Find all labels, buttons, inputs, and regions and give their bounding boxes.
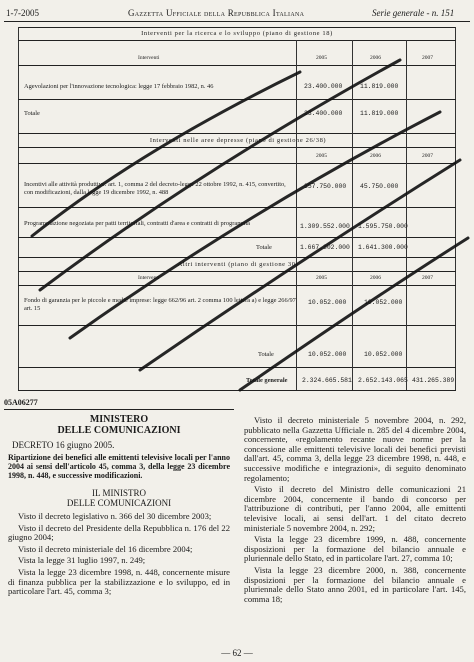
gazette-title: Gazzetta Ufficiale della Repubblica Italiana: [128, 8, 305, 18]
grand-total-2006: 2.652.143.065: [358, 377, 408, 384]
paragraph: Vista la legge 23 dicembre 2000, n. 388, concernente disposizioni per la formazione del bilancio annuale e pluriennale dello Stato anno 2001, ed in particolare l'art. 145, comma 18;: [244, 564, 466, 604]
minister-heading-2: DELLE COMUNICAZIONI: [66, 498, 172, 508]
issue-date: 1-7-2005: [6, 8, 39, 18]
right-column: [244, 416, 466, 604]
ministry-heading-2: DELLE COMUNICAZIONI: [57, 425, 181, 436]
grand-total-label: Totale generale: [246, 377, 288, 384]
page-number: — 62 —: [221, 648, 253, 658]
col-header-2007: 2007: [422, 275, 433, 281]
grand-total-2005: 2.324.665.581: [302, 377, 352, 384]
total-2005: 23.400.000: [304, 110, 343, 117]
paragraph: Visto il decreto ministeriale del 16 dicembre 2004;: [18, 543, 193, 554]
col-header-2007: 2007: [422, 153, 433, 159]
left-column: [8, 414, 230, 597]
cell-2006: 1.595.750.000: [358, 223, 408, 230]
cell-2006: 11.819.000: [360, 83, 399, 90]
total-label: Totale: [258, 351, 274, 358]
total-label: Totale: [24, 110, 40, 117]
cell-2005: 1.309.552.000: [300, 223, 350, 230]
row-label: Fondo di garanzia per le piccole e medie imprese: legge 662/96 art. 2 comma 100 lettera a) e legge 266/97 art. 15: [24, 297, 296, 312]
paragraph: Visto il decreto ministeriale 5 novembre 2004, n. 292, pubblicato nella Gazzetta Ufficiale n. 285 del 4 dicembre 2004, concernente, «regolamento recante nuove norme per la concessione alle emittenti televisive locali dei benefici previsti dall'art. 45, comma 3, della legge 23 dicembre 1998, n. 448, e successive modifiche e integrazioni», di seguito denominato regolamento;: [244, 415, 466, 483]
total-2006: 1.641.300.000: [358, 244, 408, 251]
cell-2005: 10.052.000: [308, 299, 347, 306]
col-header-interventi: Interventi: [138, 55, 160, 61]
paragraph: Vista la legge 23 dicembre 1998, n. 448, concernente misure di finanza pubblica per la stabilizzazione e lo sviluppo, ed in particolare l'art. 45, comma 3;: [8, 566, 230, 597]
col-header-interventi: Interventi: [138, 275, 160, 281]
col-header-2006: 2006: [370, 275, 381, 281]
series-label: Serie generale - n. 151: [372, 8, 455, 18]
col-header-2005: 2005: [316, 153, 327, 159]
total-label: Totale: [256, 244, 272, 251]
decree-date: DECRETO 16 giugno 2005.: [12, 440, 115, 450]
financial-table: [18, 27, 456, 391]
ministry-heading-1: MINISTERO: [89, 414, 149, 425]
total-2005: 1.667.302.000: [300, 244, 350, 251]
section-title-research: Interventi per la ricerca e lo sviluppo (piano di gestione 18): [141, 30, 333, 37]
total-2006: 10.052.000: [364, 351, 403, 358]
section-title-depressed-areas: Interventi nelle aree depresse (piano di gestione 26/38): [149, 137, 327, 144]
minister-heading-1: IL MINISTRO: [92, 488, 146, 498]
document-code: 05A06277: [4, 398, 38, 407]
col-header-2007: 2007: [422, 55, 433, 61]
row-label: Agevolazioni per l'innovazione tecnologica: legge 17 febbraio 1982, n. 46: [24, 83, 214, 90]
row-label: Incentivi alle attività produttive: art. 1, comma 2 del decreto-legge 22 ottobre 1992, n. 415, convertito, con modificazioni, dalla legge 19 dicembre 1992, n. 488: [24, 181, 286, 196]
col-header-2006: 2006: [370, 153, 381, 159]
section-title-other: Altri interventi (piano di gestione 30): [177, 261, 299, 268]
col-header-2005: 2005: [316, 55, 327, 61]
total-2006: 11.819.000: [360, 110, 399, 117]
grand-total-2007: 431.265.389: [412, 377, 455, 384]
col-header-2005: 2005: [316, 275, 327, 281]
cell-2006: 45.750.000: [360, 183, 399, 190]
paragraph: Visto il decreto del Ministro delle comunicazioni 21 dicembre 2004, concernente il bando di concorso per l'attribuzione di contributi, per l'anno 2004, alle emittenti televisive locali, ai sensi dell'art. 1 del citato decreto ministeriale 5 novembre 2004, n. 292;: [244, 484, 466, 533]
cell-2005: 357.750.000: [304, 183, 347, 190]
paragraph: Visto il decreto del Presidente della Repubblica n. 176 del 22 giugno 2004;: [8, 522, 230, 543]
paragraph: Vista la legge 23 dicembre 1999, n. 488, concernente disposizioni per la formazione del bilancio annuale e pluriennale dello Stato, ed in particolare l'art. 27, comma 10;: [244, 534, 466, 564]
total-2005: 10.052.000: [308, 351, 347, 358]
row-label: Programmazione negoziata per patti territoriali, contratti d'area e contratti di programma: [24, 220, 250, 227]
cell-2006: 10.052.000: [364, 299, 403, 306]
col-header-2006: 2006: [370, 55, 381, 61]
decree-summary: Ripartizione dei benefici alle emittenti televisive locali per l'anno 2004 ai sensi dell'articolo 45, comma 3, della legge 23 dicembre 1998, n. 448, e successive modificazioni.: [8, 453, 230, 480]
cell-2005: 23.400.000: [304, 83, 343, 90]
paragraph: Visto il decreto legislativo n. 366 del 30 dicembre 2003;: [18, 511, 212, 521]
paragraph: Vista la legge 31 luglio 1997, n. 249;: [18, 555, 146, 566]
